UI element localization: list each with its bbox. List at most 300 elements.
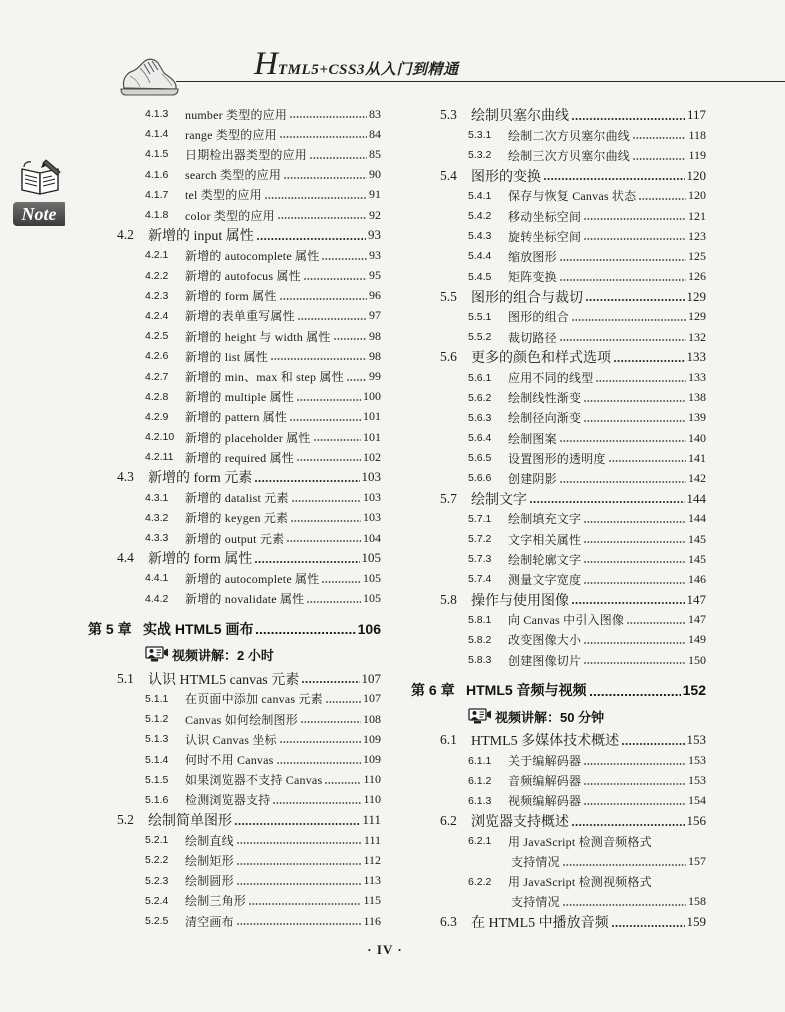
page-number: 106 [357, 620, 381, 637]
entry-title: 如果浏览器不支持 Canvas [185, 773, 323, 788]
dot-leader [609, 460, 686, 462]
toc-subsection-entry [88, 266, 381, 286]
page-number: 84 [369, 126, 381, 141]
page-number: 149 [688, 632, 706, 647]
subsection-number: 4.3.3 [145, 532, 169, 545]
page-number: 100 [363, 389, 381, 404]
subsection-number: 4.2.1 [145, 249, 169, 262]
section-number: 5.7 [440, 490, 457, 506]
toc-subsection-entry [88, 911, 381, 931]
page-number: 126 [688, 269, 706, 284]
entry-title: 新增的 input 属性 [148, 229, 254, 245]
subsection-number: 4.1.7 [145, 188, 169, 201]
dot-leader [297, 459, 361, 461]
entry-title: tel 类型的应用 [185, 188, 262, 203]
subsection-number: 5.4.3 [468, 230, 492, 243]
page-number: 98 [369, 348, 381, 363]
dot-leader [586, 299, 685, 301]
toc-subsection-entry [88, 205, 381, 225]
entry-title: 图形的变换 [471, 169, 541, 185]
entry-title: 文字相关属性 [508, 532, 582, 547]
page-number: 85 [369, 146, 381, 161]
subsection-number: 4.3.2 [145, 511, 169, 524]
entry-title: 裁切路径 [508, 330, 557, 345]
page-number: 107 [361, 670, 381, 686]
dot-leader [639, 198, 686, 200]
page-number: 144 [688, 511, 706, 526]
dot-leader [596, 380, 686, 382]
entry-title: HTML5 多媒体技术概述 [471, 734, 620, 750]
subsection-number: 6.1.1 [468, 754, 492, 767]
toc-subsection-entry [411, 428, 706, 448]
dot-leader [307, 601, 361, 603]
dot-leader [310, 157, 367, 159]
section-number: 6.2 [440, 813, 457, 829]
page-number: 113 [363, 873, 381, 888]
dot-leader [584, 420, 686, 422]
entry-title: 移动坐标空间 [508, 209, 582, 224]
page-number: 93 [368, 227, 381, 243]
page-number: 105 [363, 570, 381, 585]
entry-line-2 [468, 851, 706, 871]
toc-section-entry [411, 105, 706, 125]
page-folio: · IV · [367, 942, 403, 957]
toc-subsection-entry [88, 326, 381, 346]
section-number: 4.3 [117, 469, 134, 485]
toc-subsection-entry [88, 528, 381, 548]
page-number: 105 [361, 550, 381, 566]
page-number: 83 [369, 106, 381, 121]
toc-subsection-entry [411, 650, 706, 670]
subsection-number: 5.4.4 [468, 250, 492, 263]
page-number: 99 [369, 369, 381, 384]
entry-title: 新增的 output 元素 [185, 531, 285, 546]
entry-title: 音频编解码器 [508, 774, 582, 789]
page-number: 154 [688, 793, 706, 808]
toc-subsection-entry [88, 286, 381, 306]
subsection-number: 5.8.1 [468, 613, 492, 626]
entry-title: 绘制轮廓文字 [508, 552, 582, 567]
page-number: 133 [688, 370, 706, 385]
toc-section-entry [411, 166, 706, 186]
subsection-number: 5.3.1 [468, 129, 492, 142]
toc-subsection-entry [411, 529, 706, 549]
entry-line-1 [468, 831, 706, 851]
entry-title: 视频编解码器 [508, 794, 582, 809]
entry-title: 操作与使用图像 [471, 593, 569, 609]
page-number: 101 [363, 429, 381, 444]
subsection-number: 5.4.2 [468, 210, 492, 223]
dot-leader [298, 318, 367, 320]
page-number: 109 [363, 731, 381, 746]
page-number: 95 [369, 268, 381, 283]
dot-leader [287, 540, 361, 542]
entry-title: 实战 HTML5 画布 [143, 620, 254, 637]
subsection-number: 5.7.4 [468, 573, 492, 586]
entry-title: Canvas 如何绘制图形 [185, 712, 298, 727]
entry-title: 绘制线性渐变 [508, 391, 582, 406]
dot-leader [256, 632, 355, 634]
subsection-number: 4.2.5 [145, 330, 169, 343]
toc-subsection-entry [88, 366, 381, 386]
toc-subsection-entry [411, 125, 706, 145]
entry-title: 新增的 autofocus 属性 [185, 269, 301, 284]
entry-title: 设置图形的透明度 [508, 451, 606, 466]
toc-subsection-entry [411, 468, 706, 488]
running-header-title: HTML5+CSS3从入门到精通 [254, 46, 459, 82]
subsection-number: 5.6.3 [468, 411, 492, 424]
toc-section-entry [88, 548, 381, 568]
entry-title: 绘制圆形 [185, 874, 234, 889]
toc-subsection-entry [411, 226, 706, 246]
page-number: 120 [686, 167, 706, 183]
subsection-number: 4.1.6 [145, 168, 169, 181]
entry-title: 向 Canvas 中引入图像 [508, 613, 625, 628]
entry-title: 新增的 required 属性 [185, 450, 294, 465]
page-number: 158 [688, 894, 706, 909]
page-number: 118 [688, 127, 706, 142]
video-lecture-row [411, 702, 706, 730]
entry-title: 测量文字宽度 [508, 572, 582, 587]
entry-title: 新增的 form 元素 [148, 471, 253, 487]
entry-title: color 类型的应用 [185, 208, 275, 223]
subsection-number: 4.2.7 [145, 370, 169, 383]
entry-title: 绘制三次方贝塞尔曲线 [508, 148, 631, 163]
dot-leader [278, 217, 367, 219]
dot-leader [544, 178, 685, 180]
subsection-number: 5.5.1 [468, 310, 492, 323]
subsection-number: 5.6.2 [468, 391, 492, 404]
toc-section-entry [88, 225, 381, 245]
subsection-number: 5.3.2 [468, 149, 492, 162]
page-number: 121 [688, 208, 706, 223]
toc-subsection-entry [411, 569, 706, 589]
toc-subsection-entry [88, 749, 381, 769]
page-number: 109 [363, 752, 381, 767]
toc-subsection-entry [411, 186, 706, 206]
entry-title: range 类型的应用 [185, 127, 277, 142]
toc-subsection-entry [88, 850, 381, 870]
dot-leader [584, 218, 686, 220]
toc-subsection-entry [88, 830, 381, 850]
entry-title: 认识 Canvas 坐标 [185, 732, 277, 747]
page-number: 141 [688, 450, 706, 465]
entry-title: 绘制径向渐变 [508, 411, 582, 426]
page-number: 138 [688, 390, 706, 405]
page-number: 91 [369, 187, 381, 202]
subsection-number: 5.8.2 [468, 633, 492, 646]
subsection-number: 5.7.3 [468, 553, 492, 566]
subsection-number: 4.2.8 [145, 390, 169, 403]
subsection-number: 4.3.1 [145, 491, 169, 504]
page-number: 150 [688, 652, 706, 667]
dot-leader [584, 662, 686, 664]
subsection-number: 4.2.11 [145, 451, 174, 464]
toc-subsection-entry [411, 408, 706, 428]
subsection-number: 5.4.1 [468, 189, 492, 202]
entry-title: 绘制直线 [185, 833, 234, 848]
toc-subsection-entry [88, 891, 381, 911]
section-number: 5.1 [117, 670, 134, 686]
section-number: 5.3 [440, 107, 457, 123]
dot-leader [280, 298, 367, 300]
dot-leader [297, 399, 361, 401]
subsection-number: 5.6.6 [468, 472, 492, 485]
toc-subsection-entry [411, 367, 706, 387]
subsection-number: 4.2.9 [145, 410, 169, 423]
toc-subsection-entry [88, 689, 381, 709]
page-number: 103 [361, 469, 381, 485]
page-number: 153 [686, 732, 706, 748]
page-number: 142 [688, 470, 706, 485]
toc-left-column [88, 104, 381, 931]
entry-title: 缩放图形 [508, 249, 557, 264]
entry-title: 绘制简单图形 [148, 814, 232, 830]
dot-leader [302, 681, 359, 683]
toc-section-entry [88, 467, 381, 487]
dot-leader [572, 319, 686, 321]
subsection-number: 5.1.6 [145, 793, 169, 806]
subsection-number: 4.2.6 [145, 350, 169, 363]
entry-title: 何时不用 Canvas [185, 753, 274, 768]
toc-chapter-entry [411, 670, 706, 702]
page-number: 108 [363, 711, 381, 726]
entry-line-1 [468, 872, 706, 892]
dot-leader [237, 842, 362, 844]
page-number: 101 [363, 409, 381, 424]
toc-subsection-entry [88, 770, 381, 790]
video-lecture-row [88, 641, 381, 669]
chapter-number: 第 6 章 [411, 682, 455, 699]
dot-leader [326, 701, 361, 703]
dot-leader [322, 581, 361, 583]
dot-leader [560, 339, 686, 341]
dot-leader [280, 136, 367, 138]
entry-title: 新增的 height 与 width 属性 [185, 329, 331, 344]
entry-title: 绘制图案 [508, 431, 557, 446]
toc-subsection-entry [411, 246, 706, 266]
entry-title: 用 JavaScript 检测视频格式 [508, 875, 652, 890]
toc-subsection-entry [411, 388, 706, 408]
toc-section-entry [411, 912, 706, 932]
entry-title: 创建阴影 [508, 471, 557, 486]
section-number: 6.3 [440, 914, 457, 930]
subsection-number: 5.1.2 [145, 713, 169, 726]
subsection-number: 5.5.2 [468, 331, 492, 344]
entry-title: number 类型的应用 [185, 107, 288, 122]
dot-leader [325, 782, 361, 784]
toc-subsection-entry [88, 104, 381, 124]
subsection-number: 5.6.4 [468, 432, 492, 445]
toc-subsection-entry [88, 488, 381, 508]
page-number: 125 [688, 248, 706, 263]
subsection-number: 5.1.1 [145, 692, 169, 705]
subsection-number: 5.7.1 [468, 512, 492, 525]
subsection-number: 5.1.5 [145, 773, 169, 786]
entry-title: 新增的 multiple 属性 [185, 390, 294, 405]
video-lecture-text: 视频讲解：2 小时 [172, 648, 274, 664]
subsection-number: 4.4.2 [145, 592, 169, 605]
entry-title: 认识 HTML5 canvas 元素 [148, 672, 300, 688]
video-lecture-icon [145, 646, 169, 663]
page-number: 111 [363, 832, 381, 847]
page-number: 96 [369, 288, 381, 303]
toc-subsection-entry [88, 407, 381, 427]
entry-title: 应用不同的线型 [508, 371, 594, 386]
entry-title: 在页面中添加 canvas 元素 [185, 692, 323, 707]
section-number: 5.5 [440, 288, 457, 304]
entry-title: 图形的组合与裁切 [471, 290, 583, 306]
page-number: 145 [688, 551, 706, 566]
entry-title: 日期检出器类型的应用 [185, 147, 308, 162]
toc-subsection-entry [411, 831, 706, 871]
page-number: 115 [363, 893, 381, 908]
dot-leader [257, 238, 366, 240]
subsection-number: 5.1.4 [145, 753, 169, 766]
toc-subsection-entry [88, 245, 381, 265]
page-number: 117 [686, 107, 706, 123]
toc-subsection-entry [88, 124, 381, 144]
toc-subsection-entry [88, 447, 381, 467]
dot-leader [633, 137, 686, 139]
page-number: 102 [363, 449, 381, 464]
subsection-number: 4.1.8 [145, 209, 169, 222]
dot-leader [584, 763, 686, 765]
page-number: 129 [686, 288, 706, 304]
toc-subsection-entry [88, 427, 381, 447]
page-number: 93 [369, 247, 381, 262]
dot-leader [249, 903, 361, 905]
dot-leader [255, 561, 359, 563]
page-number: 103 [363, 510, 381, 525]
entry-title: 新增的 datalist 元素 [185, 491, 289, 506]
toc-subsection-entry [411, 791, 706, 811]
toc-subsection-entry [88, 871, 381, 891]
page-number: 120 [688, 188, 706, 203]
entry-title: 绘制文字 [471, 492, 527, 508]
toc-right-column [411, 105, 706, 932]
subsection-number: 4.2.10 [145, 431, 175, 444]
toc-subsection-entry [88, 709, 381, 729]
section-number: 5.6 [440, 349, 457, 365]
dot-leader [612, 925, 685, 927]
toc-subsection-entry [411, 448, 706, 468]
subsection-number: 4.1.3 [145, 108, 169, 121]
toc-section-entry [411, 590, 706, 610]
entry-title: search 类型的应用 [185, 168, 282, 183]
entry-title: 图形的组合 [508, 310, 570, 325]
page-number: 159 [686, 914, 706, 930]
subsection-number: 5.7.2 [468, 533, 492, 546]
dot-leader [572, 602, 685, 604]
entry-title: 新增的表单重写属性 [185, 309, 295, 324]
entry-title: 新增的 placeholder 属性 [185, 430, 311, 445]
entry-title: 新增的 min、max 和 step 属性 [185, 370, 344, 385]
page-number: 98 [369, 328, 381, 343]
toc-subsection-entry [411, 267, 706, 287]
toc-subsection-entry [411, 206, 706, 226]
page-number: 116 [363, 913, 381, 928]
entry-title: 新增的 list 属性 [185, 349, 268, 364]
entry-title: 绘制二次方贝塞尔曲线 [508, 128, 631, 143]
dot-leader [301, 721, 361, 723]
entry-title: 创建图像切片 [508, 653, 582, 668]
page-number: 90 [369, 167, 381, 182]
page-number: 107 [363, 691, 381, 706]
page-number: 104 [363, 530, 381, 545]
dot-leader [265, 197, 367, 199]
toc-subsection-entry [88, 729, 381, 749]
page-number: 153 [688, 753, 706, 768]
toc-subsection-entry [88, 387, 381, 407]
subsection-number: 4.2.4 [145, 309, 169, 322]
subsection-number: 5.2.1 [145, 834, 169, 847]
toc-subsection-entry [411, 872, 706, 912]
dot-leader [560, 279, 686, 281]
toc-section-entry [411, 730, 706, 750]
entry-title-continued: 支持情况 [511, 854, 560, 869]
section-number: 5.2 [117, 812, 134, 828]
entry-title: 旋转坐标空间 [508, 229, 582, 244]
toc-section-entry [411, 489, 706, 509]
dot-leader [584, 783, 686, 785]
page-number: 146 [688, 571, 706, 586]
dot-leader [291, 520, 361, 522]
entry-title-continued: 支持情况 [511, 895, 560, 910]
entry-title: 新增的 form 属性 [185, 289, 277, 304]
entry-title: 检测浏览器支持 [185, 793, 271, 808]
page-number: 110 [363, 792, 381, 807]
entry-title: 绘制矩形 [185, 853, 234, 868]
page-number: 92 [369, 207, 381, 222]
note-badge: Note [13, 202, 65, 226]
dot-leader [590, 694, 681, 696]
dot-leader [560, 481, 686, 483]
dot-leader [304, 278, 367, 280]
subsection-number: 5.2.2 [145, 854, 169, 867]
dot-leader [584, 400, 686, 402]
entry-title: 更多的颜色和样式选项 [471, 351, 611, 367]
subsection-number: 5.1.3 [145, 733, 169, 746]
entry-title: 清空画布 [185, 914, 234, 929]
dot-leader [277, 762, 361, 764]
entry-title: 绘制填充文字 [508, 512, 582, 527]
dot-leader [273, 802, 361, 804]
page-number: 123 [688, 228, 706, 243]
toc-subsection-entry [411, 610, 706, 630]
subsection-number: 5.6.5 [468, 452, 492, 465]
header-shoe-illustration [114, 52, 182, 102]
toc-subsection-entry [411, 549, 706, 569]
dot-leader [237, 863, 362, 865]
section-number: 4.4 [117, 550, 134, 566]
dot-leader [334, 338, 367, 340]
toc-subsection-entry [88, 185, 381, 205]
video-lecture-text: 视频讲解：50 分钟 [495, 709, 605, 725]
page-number: 147 [688, 612, 706, 627]
video-lecture-icon [468, 708, 492, 725]
entry-title: 新增的 keygen 元素 [185, 511, 289, 526]
section-number: 5.4 [440, 167, 457, 183]
subsection-number: 5.2.3 [145, 874, 169, 887]
page-number: 144 [686, 490, 706, 506]
subsection-number: 4.4.1 [145, 572, 169, 585]
dot-leader [572, 824, 685, 826]
dot-leader [237, 923, 362, 925]
subsection-number: 4.1.4 [145, 128, 169, 141]
entry-title: 新增的 form 属性 [148, 552, 253, 568]
dot-leader [560, 440, 686, 442]
